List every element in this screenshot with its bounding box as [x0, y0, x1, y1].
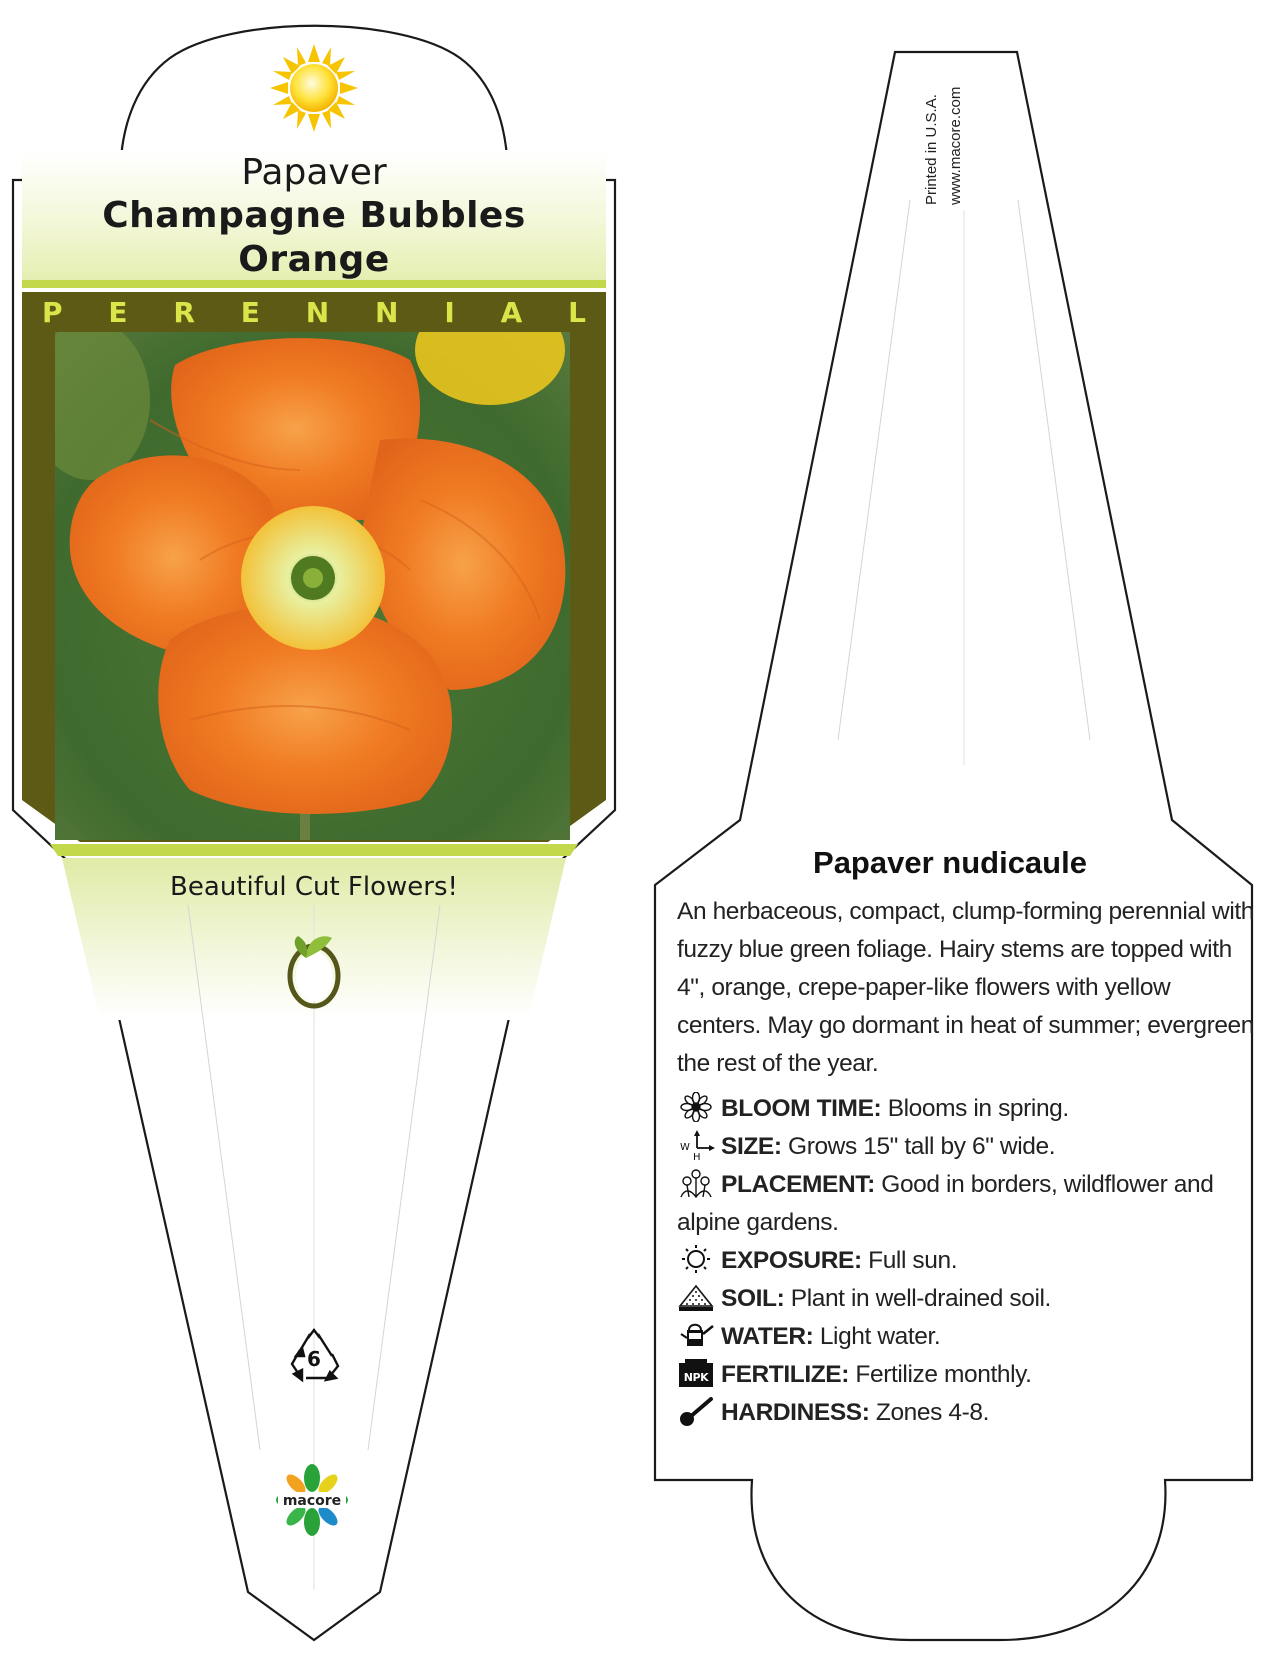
recycle-code: 6	[307, 1347, 321, 1371]
fertilizer-icon	[677, 1358, 715, 1388]
poppy-photo	[30, 295, 570, 850]
care-text: Blooms in spring.	[881, 1095, 1069, 1122]
type-letter: E	[108, 296, 128, 329]
care-row-fertilize	[677, 1356, 1257, 1394]
cultivar-line-1: Champagne Bubbles	[102, 195, 526, 236]
type-letter: E	[240, 296, 260, 329]
printer-info	[920, 55, 980, 225]
flower-icon	[677, 1092, 715, 1122]
thermometer-icon	[677, 1396, 715, 1426]
care-row-water	[677, 1318, 1257, 1356]
type-letter: I	[444, 296, 455, 329]
size-icon	[677, 1130, 715, 1160]
care-text: Fertilize monthly.	[849, 1361, 1032, 1388]
care-text: Grows 15" tall by 6" wide.	[781, 1133, 1056, 1160]
size-icon-w: W	[680, 1142, 690, 1153]
type-letter: N	[305, 296, 330, 329]
placement-icon	[677, 1168, 715, 1198]
plant-description: An herbaceous, compact, clump-forming perennial with fuzzy blue green foliage. Hairy stems are topped with 4", orange, crepe-paper-like flowers with yellow centers. May go dormant in heat of summer; evergreen the rest of the year.	[677, 898, 1255, 1077]
care-text: Full sun.	[861, 1247, 958, 1274]
plant-genus: Papaver	[241, 152, 387, 193]
npk-text: NPK	[683, 1371, 709, 1384]
care-label: WATER:	[721, 1323, 814, 1350]
sun-icon	[270, 44, 358, 132]
sun-outline-icon	[677, 1244, 715, 1274]
care-row-placement	[677, 1166, 1257, 1242]
scientific-name: Papaver nudicaule	[813, 845, 1087, 880]
plant-type-label	[22, 296, 606, 329]
care-row-soil	[677, 1280, 1257, 1318]
care-row-exposure	[677, 1242, 1257, 1280]
size-icon-h: H	[693, 1152, 701, 1160]
care-label: SOIL:	[721, 1285, 785, 1312]
tagline: Beautiful Cut Flowers!	[170, 872, 458, 902]
care-instructions	[677, 1090, 1257, 1432]
care-row-size	[677, 1128, 1257, 1166]
printed-location: Printed in U.S.A.	[923, 94, 940, 205]
type-letter: L	[568, 296, 586, 329]
care-label: FERTILIZE:	[721, 1361, 850, 1388]
watering-can-icon	[677, 1320, 715, 1350]
cultivar-line-2: Orange	[238, 239, 390, 280]
printer-website: www.macore.com	[947, 86, 964, 205]
care-row-hardiness	[677, 1394, 1257, 1432]
care-text: Good in borders, wildflower and alpine gardens.	[677, 1171, 1214, 1236]
care-label: EXPOSURE:	[721, 1247, 862, 1274]
care-text: Zones 4-8.	[869, 1399, 989, 1426]
type-letter: P	[42, 296, 63, 329]
type-letter: N	[375, 296, 399, 329]
type-letter: A	[500, 296, 523, 329]
soil-icon	[677, 1282, 715, 1312]
care-text: Light water.	[813, 1323, 941, 1350]
care-label: PLACEMENT:	[721, 1171, 875, 1198]
care-row-bloom-time	[677, 1090, 1257, 1128]
care-label: BLOOM TIME:	[721, 1095, 882, 1122]
care-label: SIZE:	[721, 1133, 782, 1160]
care-label: HARDINESS:	[721, 1399, 870, 1426]
care-text: Plant in well-drained soil.	[784, 1285, 1051, 1312]
type-letter: R	[173, 296, 195, 329]
brand-name: macore	[282, 1493, 342, 1509]
plant-cultivar	[22, 194, 606, 282]
